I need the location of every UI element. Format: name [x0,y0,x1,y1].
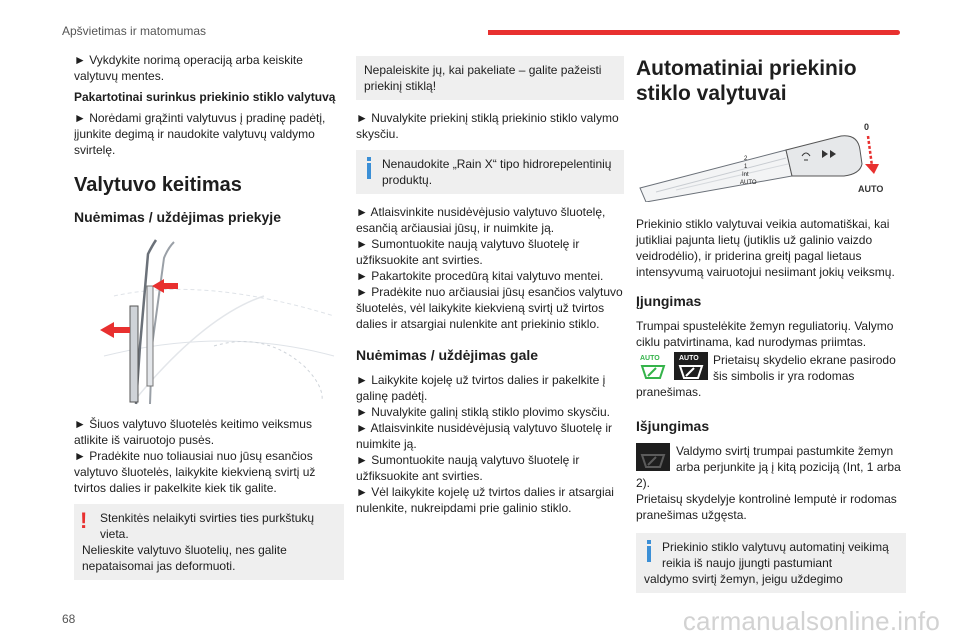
stalk-label-1: 1 [744,164,748,170]
info-icon [364,157,374,183]
info-text-1: Priekinio stiklo valytuvų automatinį veikimą reikia iš naujo įjungti pastumiant [662,540,889,570]
paragraph: ► Sumontuokite naują valytuvo šluotelę ir užfiksuokite ant svirties. [356,453,580,483]
info-text: Nenaudokite „Rain X“ tipo hidrorepelentinių produktų. [382,157,612,187]
info-note [356,150,624,194]
warning-text-2: Nelieskite valytuvo šluotelių, nes galite nepataisomai jas deformuoti. [82,543,287,573]
stalk-label-int: Int [742,172,749,178]
warning-icon: ! [80,508,88,533]
paragraph: ► Nuvalykite priekinį stiklą priekinio stiklo valymo skysčiu. [356,111,619,141]
paragraph: ► Norėdami grąžinti valytuvus į pradinę padėtį, įjunkite degimą ir naudokite valytuvų valdymo svirtelę. [74,111,326,157]
auto-wiper-dark-icon [674,352,708,380]
stalk-label-0: 0 [864,122,870,132]
section-heading: Automatiniai priekinio stiklo valytuvai [636,57,857,105]
paragraph: ► Nuvalykite galinį stiklą stiklo plovimo skysčiu. [356,405,610,419]
paragraph: ► Pradėkite nuo arčiausiai jūsų esančios valytuvo šluotelės, vėl laikykite kiekvieną svirtį už tvirtos dalies ir atsargiai nulenkite ant priekinio stiklo. [356,285,623,331]
indicator-row [636,350,906,405]
paragraph: Prietaisų skydelyje kontrolinė lemputė ir rodomas pranešimas užgęsta. [636,492,897,522]
stalk-label-2: 2 [744,156,748,162]
auto-wiper-off-icon [636,443,670,471]
header-accent-bar [488,30,900,35]
page-number: 68 [62,612,76,626]
stalk-label-auto-big: AUTO [858,184,884,194]
paragraph: Prietaisų skydelio ekrane pasirodo šis simbolis ir yra rodomas pranešimas. [636,353,896,399]
column-3 [636,52,906,603]
section-heading: Valytuvo keitimas [74,174,242,196]
info-icon [644,540,654,566]
stalk-label-auto: AUTO [740,180,757,186]
paragraph: ► Šiuos valytuvo šluotelės keitimo veiksmus atlikite iš vairuotojo pusės. [74,417,312,447]
paragraph: ► Atlaisvinkite nusidėvėjusią valytuvo šluotelę ir nuimkite ją. [356,421,613,451]
wiper-illustration-svg [74,236,344,406]
wiper-stalk-illustration [636,120,906,202]
paragraph: ► Laikykite kojelę už tvirtos dalies ir pakelkite į galinę padėtį. [356,373,606,403]
auto-green-label: AUTO [640,355,660,362]
off-row [636,443,906,491]
paragraph: Trumpai spustelėkite žemyn reguliatorių. Valymo ciklu patvirtinama, kad nurodymas priimtas. [636,319,894,349]
paragraph: ► Vykdykite norimą operaciją arba keiskite valytuvų mentes. [74,53,303,83]
caution-text: Nepaleiskite jų, kai pakeliate – galite pažeisti priekinį stiklą! [364,63,602,93]
subheading: Pakartotinai surinkus priekinio stiklo valytuvą [74,90,336,104]
paragraph: ► Pradėkite nuo toliausiai nuo jūsų esančios valytuvo šluotelės, laikykite kiekvieną svirtį už tvirtos dalies ir pakelkite kiek tik galite. [74,449,316,495]
subsection-heading: Nuėmimas / uždėjimas gale [356,347,539,363]
watermark: carmanualsonline.info [682,606,940,636]
subsection-heading: Įjungimas [636,293,702,309]
column-1 [74,52,344,590]
paragraph: ► Pakartokite procedūrą kitai valytuvo mentei. [356,269,604,283]
caution-note [356,56,624,100]
paragraph: ► Atlaisvinkite nusidėvėjusio valytuvo šluotelę, esančią arčiausiai jūsų, ir nuimkite ją. [356,205,606,235]
auto-indicator-icons [636,352,708,380]
info-text-2: valdymo svirtį žemyn, jeigu uždegimo [644,572,843,586]
wiper-removal-illustration [74,236,344,406]
subsection-heading: Išjungimas [636,418,710,434]
stalk-svg [636,120,896,202]
paragraph: ► Vėl laikykite kojelę už tvirtos dalies ir atsargiai nulenkite, nukreipdami prie galinio stiklo. [356,485,614,515]
auto-wiper-green-icon [636,352,670,380]
subsection-heading: Nuėmimas / uždėjimas priekyje [74,209,281,225]
paragraph: Valdymo svirtį trumpai pastumkite žemyn arba perjunkite ją į kitą poziciją (Int, 1 arba 2). [636,444,901,490]
info-note [636,533,906,593]
auto-dark-label: AUTO [679,355,699,362]
column-2 [356,52,624,521]
warning-note [74,504,344,580]
paragraph: Priekinio stiklo valytuvai veikia automatiškai, kai jutikliai pajunta lietų (jutiklis už galinio vaizdo veidrodėlio), ir priderina greitį pagal lietaus intensyvumą vairuotojui nesiimant jokių veiksmų. [636,217,895,279]
paragraph: ► Sumontuokite naują valytuvo šluotelę ir užfiksuokite ant svirties. [356,237,580,267]
header-title: Apšvietimas ir matomumas [62,24,207,38]
warning-text-1: Stenkitės nelaikyti svirties ties purkštukų vieta. [100,511,315,541]
